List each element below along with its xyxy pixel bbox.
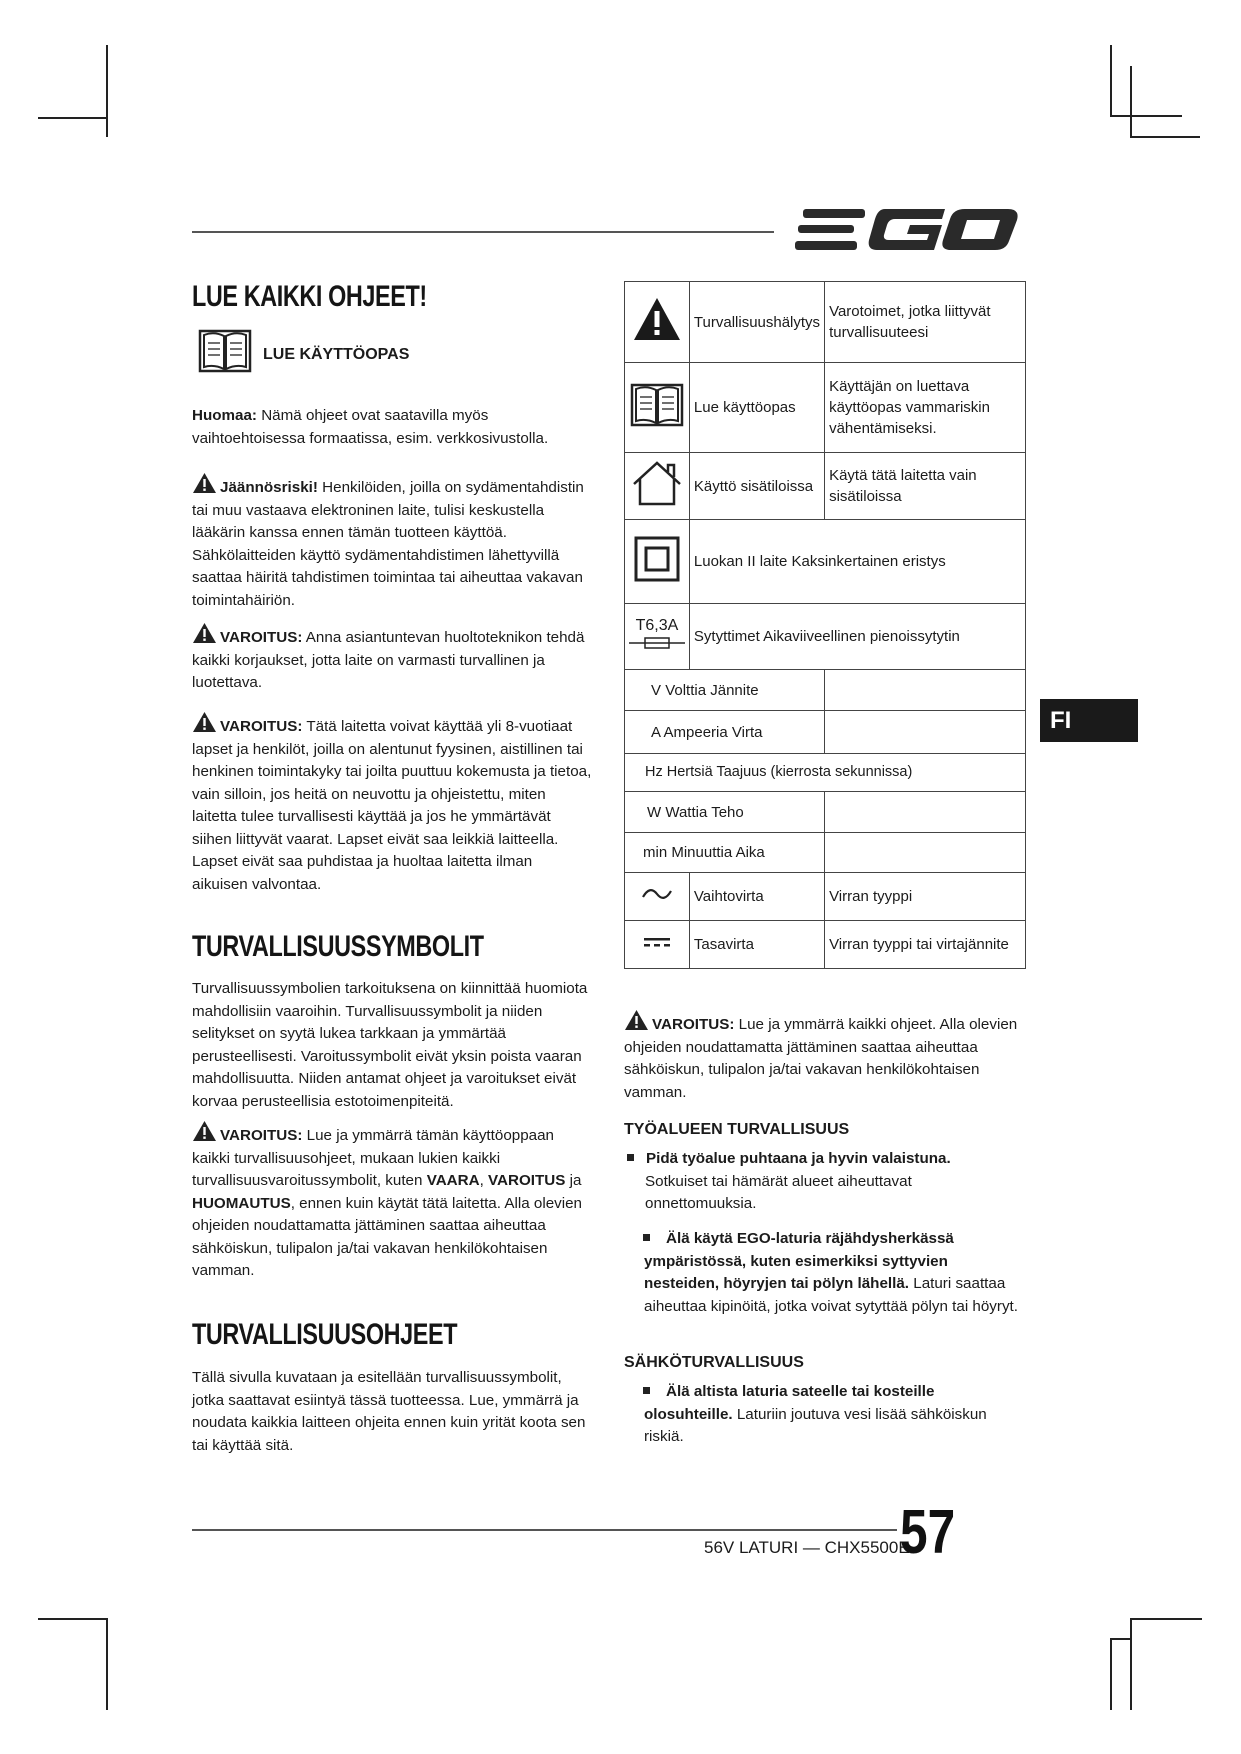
symbol-abbr-name xyxy=(625,754,1026,792)
danger-word: VAARA xyxy=(426,1172,480,1189)
caution-word: HUOMAUTUS xyxy=(192,1194,291,1212)
table-row xyxy=(625,670,1026,711)
warning-text: Tätä laitetta voivat käyttää yli 8-vuotiaat lapset ja henkilöt, joilla on alentunut fyysinen, aistillinen tai henkinen toimintakyky tai joilta puuttuu kokemusta ja tietoa, vain silloin, jos heitä on neuvottu ja ohjeistettu, miten laitetta tulee turvallisesti käyttää ja jos he ymmärtävät siihen liittyvät vaarat. Lapset eivät saa leikkiä laitteella. Lapset eivät saa puhdistaa ja huoltaa laitetta ilman aikuisen valvontaa. xyxy=(192,718,592,893)
bullet-icon xyxy=(627,1154,634,1161)
symbol-abbr-name xyxy=(625,670,825,711)
risk-paragraph xyxy=(192,472,592,612)
fuse-rating: T6,3A xyxy=(635,617,679,634)
symbol-abbr-name xyxy=(625,833,825,873)
table-row xyxy=(625,282,1026,363)
page-number: 57 xyxy=(900,1498,956,1567)
symbol-abbr-name xyxy=(625,711,825,754)
symbol-cell xyxy=(625,520,690,604)
symbol-name: Lue käyttöopas xyxy=(689,363,824,453)
warning-triangle-icon xyxy=(632,296,682,342)
empty-cell xyxy=(825,670,1026,711)
symbol-desc: Varotoimet, jotka liittyvät turvallisuuteesi xyxy=(825,282,1026,363)
symbol-abbr: min xyxy=(643,844,668,861)
symbol-table xyxy=(624,281,1026,969)
symbol-desc: Käyttäjän on luettava käyttöopas vammariskin vähentämiseksi. xyxy=(825,363,1026,453)
symbol-desc: Virran tyyppi xyxy=(825,873,1026,921)
symbol-name: Tasavirta xyxy=(689,921,824,969)
crop-mark xyxy=(1110,45,1112,117)
table-row xyxy=(625,711,1026,754)
symbol-name: Volttia xyxy=(665,681,707,699)
table-row xyxy=(625,833,1026,873)
symbol-cell xyxy=(625,363,690,453)
warning-paragraph-2 xyxy=(192,711,592,896)
warning-text-end: , ennen kuin käytät tätä laitetta. Alla olevien ohjeiden noudattamatta jättäminen saattaa aiheuttaa sähköiskun, tulipalon ja/tai vakavan henkilökohtaisen vamman. xyxy=(192,1194,583,1279)
bullet-icon xyxy=(643,1387,650,1394)
symbol-name: Luokan II laite xyxy=(693,553,788,570)
symbol-desc: Käytä tätä laitetta vain sisätiloissa xyxy=(825,453,1026,520)
warning-label: VAROITUS: xyxy=(220,1127,303,1144)
warning-icon xyxy=(192,1120,217,1142)
book-icon xyxy=(198,327,252,375)
crop-mark xyxy=(1110,115,1182,117)
bullet-item xyxy=(627,1148,1025,1216)
symbol-cell xyxy=(625,282,690,363)
symbols-paragraph: Turvallisuussymbolien tarkoituksena on kiinnittää huomiota mahdollisiin vaaroihin. Turvallisuussymbolit ja niiden selitykset on syytä lukea tarkkaan ja ymmärtää perusteellisesti. Varoitussymbolit eivät yksin poista vaaran mahdollisuutta. Niiden antamat ohjeet ja varoitukset eivät korvaa perusteellisia estotoimenpiteitä. xyxy=(192,980,588,1110)
warning-label: VAROITUS: xyxy=(652,1016,735,1033)
symbol-desc: Jännite xyxy=(710,681,759,699)
bullet-text: Laturi saattaa aiheuttaa kipinöitä, jotka voivat sytyttää pölyn tai höyryt. xyxy=(644,1275,1018,1315)
empty-cell xyxy=(825,792,1026,833)
warning-paragraph-1 xyxy=(192,622,592,695)
warning-icon xyxy=(624,1009,649,1031)
and-word: ja xyxy=(569,1172,582,1189)
language-tab: FI xyxy=(1040,699,1138,742)
heading-safety-symbols: TURVALLISUUSSYMBOLIT xyxy=(192,930,484,963)
ac-wave-icon xyxy=(641,887,673,901)
symbol-desc: Kaksinkertainen eristys xyxy=(791,553,946,570)
symbol-name: Minuuttia xyxy=(671,844,733,861)
warning-word: VAROITUS xyxy=(488,1172,566,1189)
symbol-name-desc xyxy=(689,604,1025,670)
symbol-name: Turvallisuushälytys xyxy=(689,282,824,363)
crop-mark xyxy=(1130,1618,1202,1620)
table-row xyxy=(625,873,1026,921)
crop-mark xyxy=(1130,66,1132,138)
symbol-name: Sytyttimet xyxy=(693,628,760,645)
book-icon xyxy=(630,381,684,429)
warning-paragraph-3 xyxy=(192,1120,592,1283)
crop-mark xyxy=(1130,1618,1132,1710)
house-icon xyxy=(630,460,684,506)
table-row xyxy=(625,363,1026,453)
symbol-name: Wattia xyxy=(665,803,708,821)
crop-mark xyxy=(106,45,108,137)
warning-label: VAROITUS: xyxy=(220,629,303,646)
comma: , xyxy=(479,1172,484,1189)
warning-text: Lue ja ymmärrä tämän käyttöoppaan kaikki turvallisuusohjeet, mukaan lukien kaikki turvallisuusvaroitussymbolit, kuten xyxy=(192,1127,554,1189)
instructions-paragraph: Tällä sivulla kuvataan ja esitellään turvallisuussymbolit, jotka saattavat esiintyä tässä tuotteessa. Lue, ymmärrä ja noudata kaikkia laitteen ohjeita ennen kuin yrität koota sen tai käyttää sitä. xyxy=(192,1369,586,1454)
symbol-cell xyxy=(625,873,690,921)
electrical-heading: SÄHKÖTURVALLISUUS xyxy=(624,1354,804,1371)
bullet-bold: Pidä työalue puhtaana ja hyvin valaistuna. xyxy=(646,1150,951,1167)
fuse-icon xyxy=(629,636,685,650)
bullet-text: Sotkuiset tai hämärät alueet aiheuttavat onnettomuuksia. xyxy=(645,1172,912,1212)
table-row xyxy=(625,921,1026,969)
empty-cell xyxy=(825,833,1026,873)
symbol-abbr: Hz xyxy=(645,764,663,780)
note-label: Huomaa: xyxy=(192,407,257,424)
crop-mark xyxy=(1110,1638,1132,1640)
crop-mark xyxy=(106,1618,108,1710)
footer-rule xyxy=(192,1529,897,1531)
symbol-name: Käyttö sisätiloissa xyxy=(689,453,824,520)
bullet-text: Laturiin joutuva vesi lisää sähköiskun riskiä. xyxy=(644,1405,987,1445)
symbol-abbr: W xyxy=(647,803,662,821)
warning-text: Anna asiantuntevan huoltoteknikon tehdä kaikki korjaukset, jotta laite on varmasti turvallinen ja luotettava. xyxy=(192,629,585,691)
symbol-abbr: A xyxy=(651,723,661,741)
symbol-name: Hertsiä xyxy=(666,764,713,780)
symbol-desc: Virta xyxy=(731,723,763,741)
symbol-name-desc xyxy=(689,520,1025,604)
warning-label: VAROITUS: xyxy=(220,718,303,735)
bullet-bold: Älä altista laturia sateelle tai kosteille olosuhteille. xyxy=(644,1383,935,1423)
risk-label: Jäännösriski! xyxy=(220,479,318,496)
bullet-bold: Älä käytä EGO-laturia räjähdysherkässä ympäristössä, kuten esimerkiksi syttyvien nesteiden, höyryjen tai pölyn lähellä. xyxy=(644,1230,954,1292)
table-row xyxy=(625,754,1026,792)
bullet-icon xyxy=(643,1234,650,1241)
symbol-desc: Aikaviiveellinen pienoissytytin xyxy=(763,628,960,645)
crop-mark xyxy=(1110,1638,1112,1710)
table-row xyxy=(625,792,1026,833)
table-row xyxy=(625,520,1026,604)
footer-model: 56V LATURI — CHX5500E xyxy=(704,1538,910,1557)
heading-safety-instructions: TURVALLISUUSOHJEET xyxy=(192,1318,458,1351)
bullet-item xyxy=(644,1381,1025,1449)
symbol-desc: Aika xyxy=(735,844,765,861)
symbol-desc: Virran tyyppi tai virtajännite xyxy=(825,921,1026,969)
ego-logo xyxy=(795,205,1020,255)
note-paragraph xyxy=(192,405,592,450)
header-rule xyxy=(192,231,774,233)
symbol-name: Vaihtovirta xyxy=(689,873,824,921)
table-row xyxy=(625,604,1026,670)
symbol-cell xyxy=(625,921,690,969)
crop-mark xyxy=(38,117,108,119)
symbol-abbr-name xyxy=(625,792,825,833)
double-insulation-icon xyxy=(633,535,681,583)
warning-icon xyxy=(192,472,217,494)
empty-cell xyxy=(825,711,1026,754)
symbol-abbr: V xyxy=(651,681,662,699)
crop-mark xyxy=(38,1618,108,1620)
note-text: Nämä ohjeet ovat saatavilla myös vaihtoehtoisessa formaatissa, esim. verkkosivustolla. xyxy=(192,407,549,447)
risk-text: Henkilöiden, joilla on sydämentahdistin tai muu vastaava elektroninen laite, tulisi keskustella lääkärin kanssa ennen tämän tuotteen käyttöä. Sähkölaitteiden käyttö sydämentahdistimen lähettyvillä saattaa häiritä tahdistimen toimintaa tai aiheuttaa vakavan toimintahäiriön. xyxy=(192,479,584,609)
dc-icon xyxy=(642,935,672,949)
table-row xyxy=(625,453,1026,520)
read-manual-label: LUE KÄYTTÖOPAS xyxy=(263,346,410,363)
warning-text: Lue ja ymmärrä kaikki ohjeet. Alla olevien ohjeiden noudattamatta jättäminen saattaa aiheuttaa sähköiskun, tulipalon ja/tai vakavan henkilökohtaisen vamman. xyxy=(624,1016,1018,1101)
symbol-cell xyxy=(625,453,690,520)
symbol-desc: Taajuus (kierrosta sekunnissa) xyxy=(716,764,913,780)
crop-mark xyxy=(1130,136,1200,138)
warning-icon xyxy=(192,622,217,644)
heading-read-all: LUE KAIKKI OHJEET! xyxy=(192,280,427,313)
symbol-cell xyxy=(625,604,690,670)
warning-icon xyxy=(192,711,217,733)
symbol-name: Ampeeria xyxy=(663,723,728,741)
work-area-heading: TYÖALUEEN TURVALLISUUS xyxy=(624,1121,850,1138)
symbol-desc: Teho xyxy=(711,803,744,821)
bullet-item xyxy=(644,1228,1025,1318)
right-warning-paragraph xyxy=(624,1009,1024,1104)
